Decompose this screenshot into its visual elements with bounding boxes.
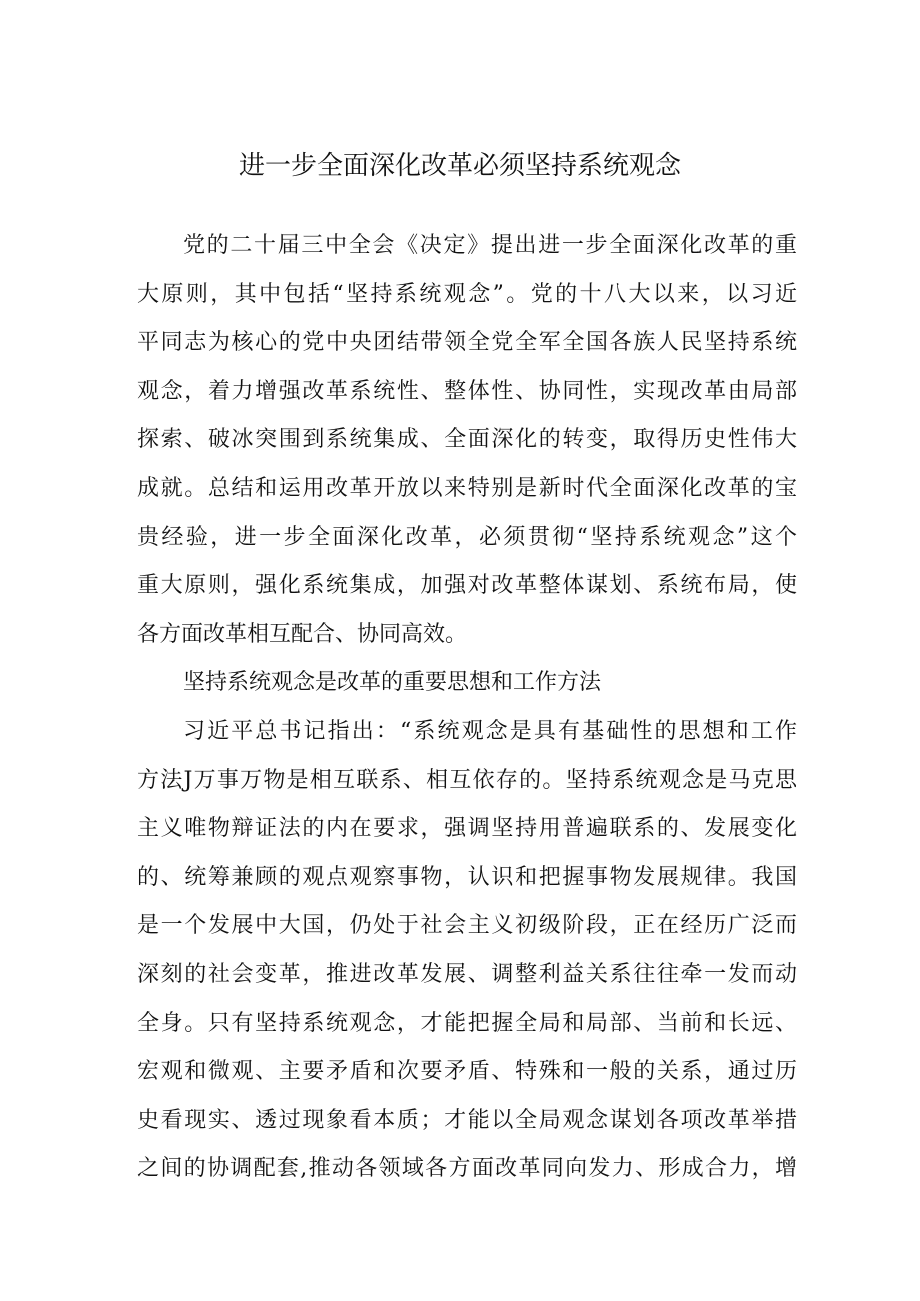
text-line: 探索、破冰突围到系统集成、全面深化的转变，取得历史性伟大 [137,427,797,453]
text-line: 各方面改革相互配合、协同高效。 [137,621,468,647]
text-line: 坚持系统观念是改革的重要思想和工作方法 [183,670,602,696]
text-line: 习近平总书记指出：“系统观念是具有基础性的思想和工作 [183,718,797,744]
text-line: 平同志为核心的党中央团结带领全党全军全国各族人民坚持系统 [137,330,797,356]
document-title: 进一步全面深化改革必须坚持系统观念 [238,151,681,181]
text-line: 全身。只有坚持系统观念，才能把握全局和局部、当前和长远、 [137,1010,797,1036]
text-line: 成就。总结和运用改革开放以来特别是新时代全面深化改革的宝 [137,475,797,501]
text-line: 重大原则，强化系统集成，加强对改革整体谋划、系统布局，使 [137,573,797,599]
document-body [137,222,797,1194]
text-line: 宏观和微观、主要矛盾和次要矛盾、特殊和一般的关系，通过历 [137,1059,797,1085]
text-line: 大原则，其中包括“坚持系统观念”。党的十八大以来，以习近 [137,281,797,307]
text-line: 主义唯物辩证法的内在要求，强调坚持用普遍联系的、发展变化 [137,816,797,842]
text-line: 是一个发展中大国，仍处于社会主义初级阶段，正在经历广泛而 [137,913,797,939]
text-line: 史看现实、透过现象看本质；才能以全局观念谋划各项改革举措 [137,1107,797,1133]
text-line: 之间的协调配套,推动各领域各方面改革同向发力、形成合力，增 [137,1156,797,1182]
text-line: 贵经验，进一步全面深化改革，必须贯彻“坚持系统观念”这个 [137,524,797,550]
text-line: 的、统筹兼顾的观点观察事物，认识和把握事物发展规律。我国 [137,864,797,890]
text-line: 观念，着力增强改革系统性、整体性、协同性，实现改革由局部 [137,378,797,404]
text-line: 党的二十届三中全会《决定》提出进一步全面深化改革的重 [183,233,797,258]
text-line: 深刻的社会变革，推进改革发展、调整利益关系往往牵一发而动 [137,961,797,987]
text-line: 方法J万事万物是相互联系、相互依存的。坚持系统观念是马克思 [137,767,797,793]
